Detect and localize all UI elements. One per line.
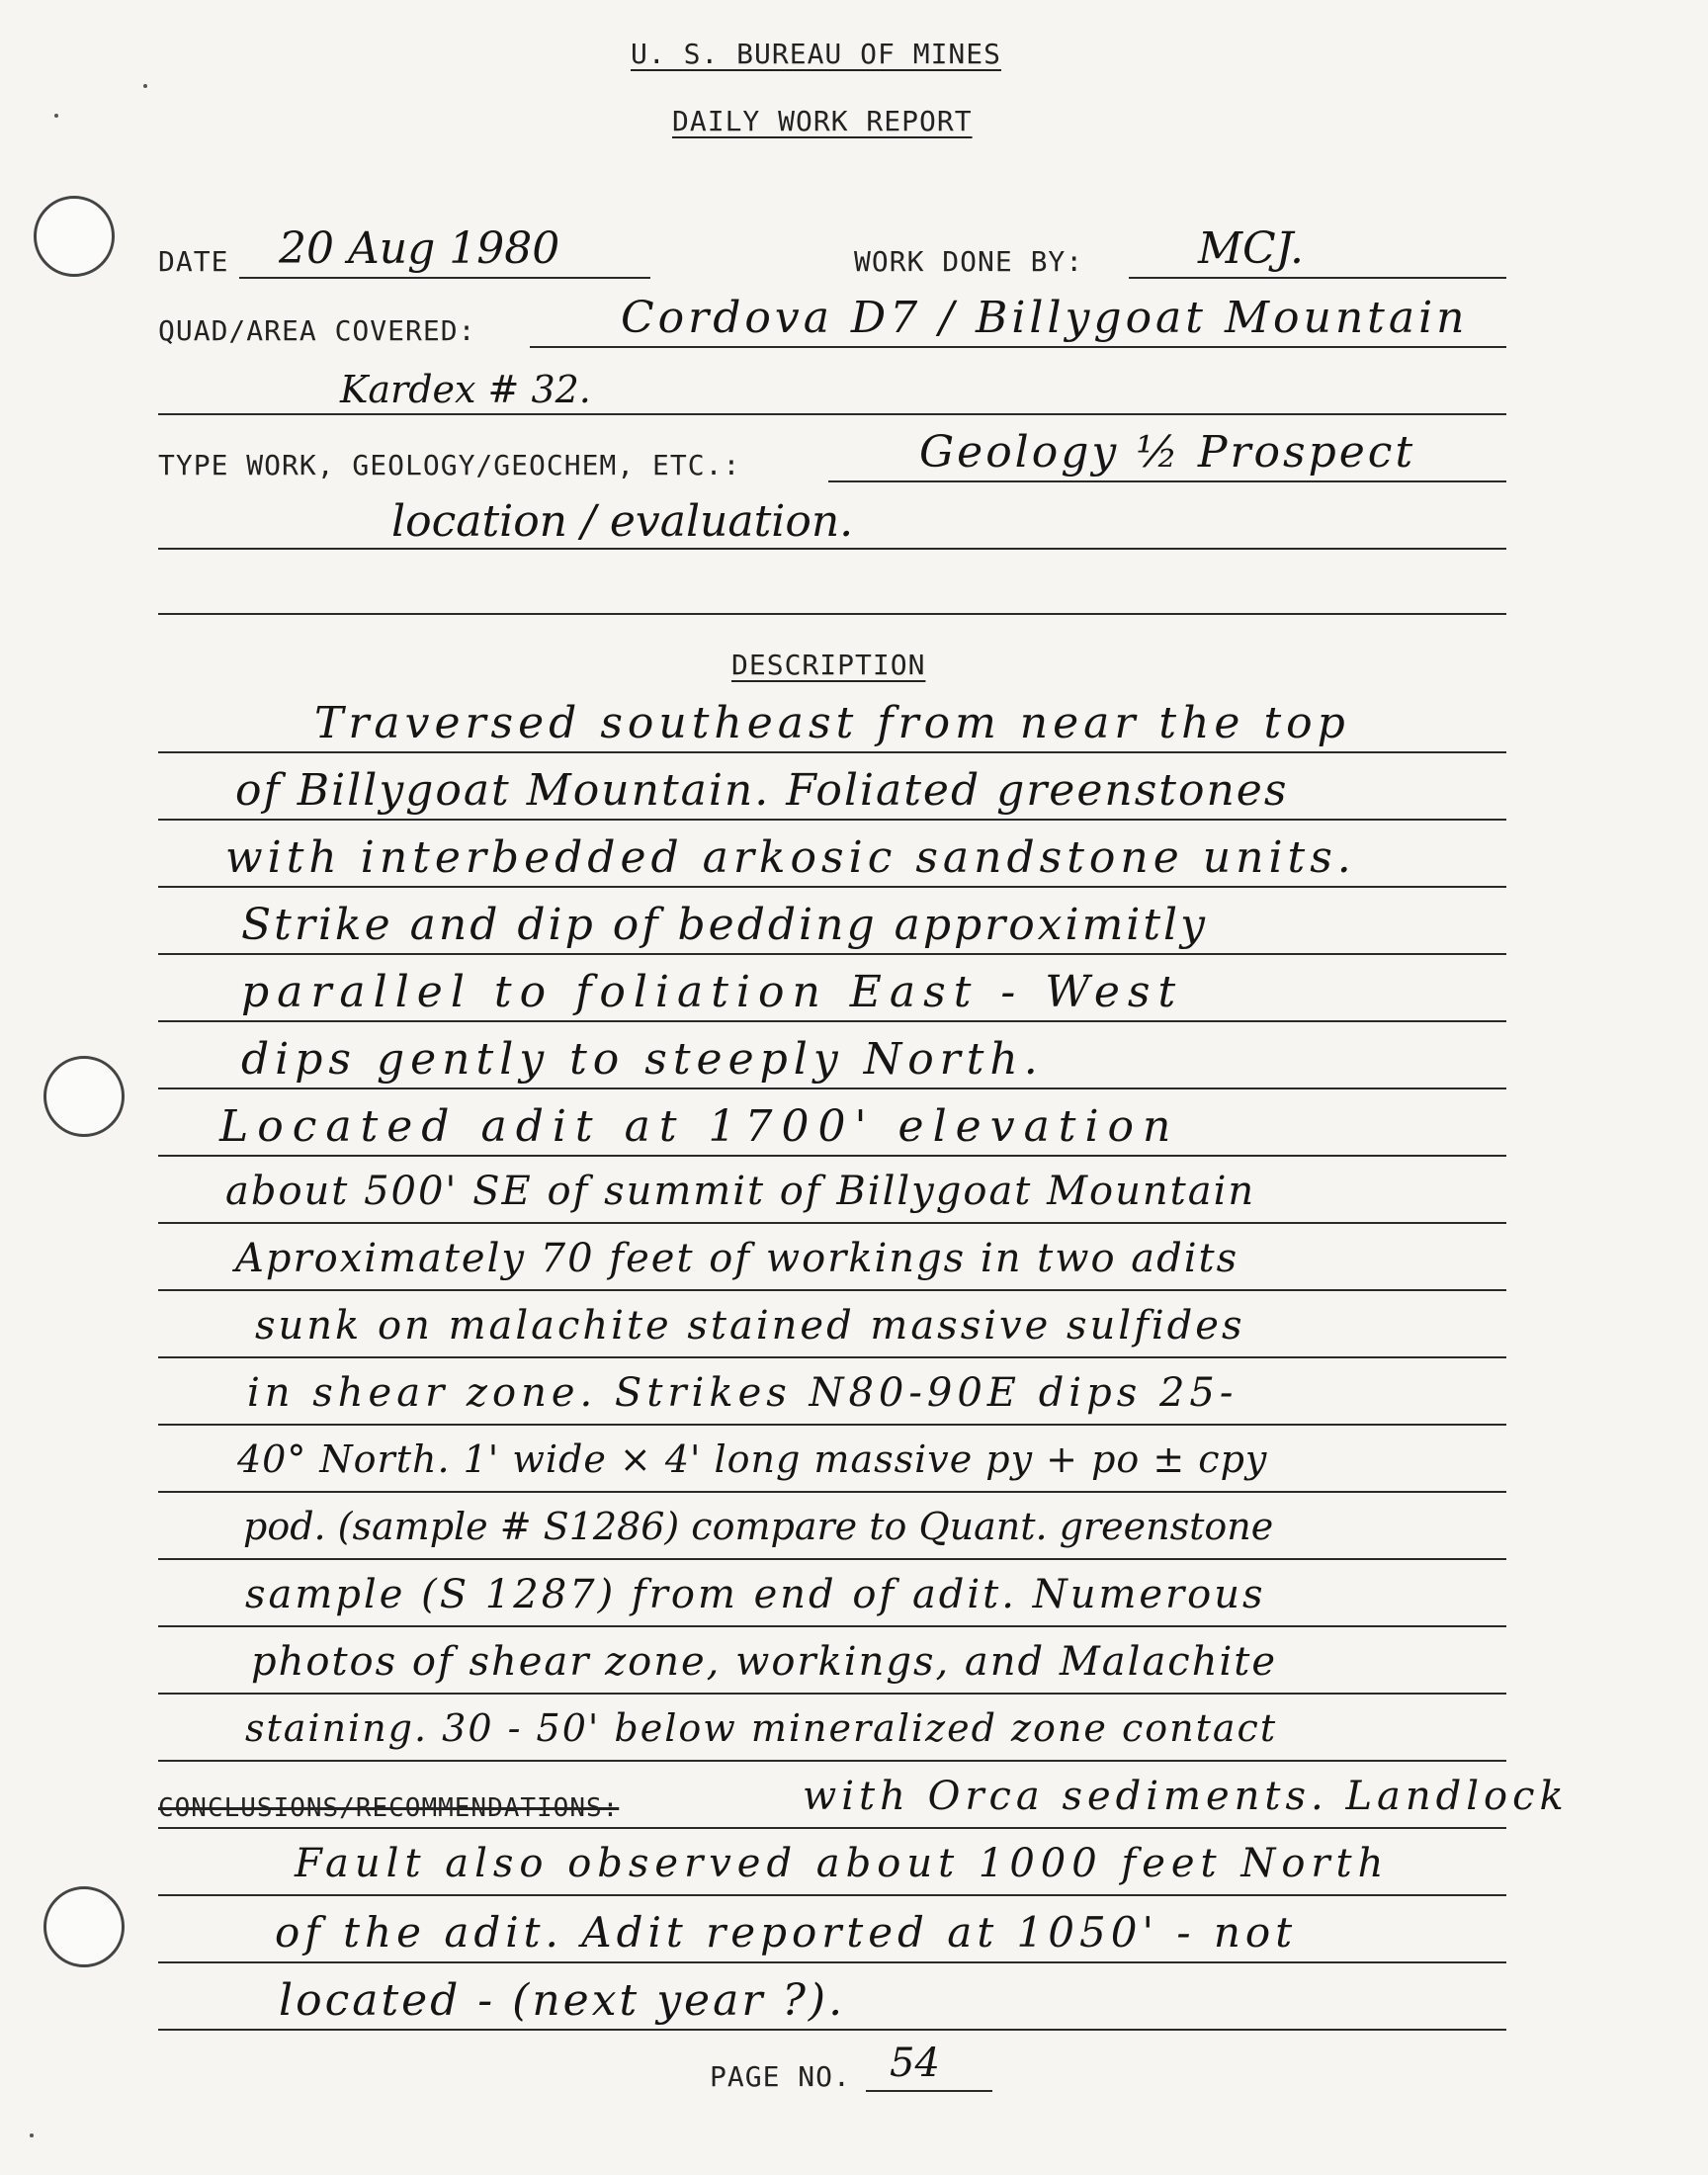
binder-hole-bottom: [43, 1886, 125, 1967]
description-rule-15: [158, 1693, 1506, 1695]
page-number-value: 54: [890, 2041, 940, 2086]
quad-area-rule-1: [530, 346, 1506, 348]
description-rule-6: [158, 1088, 1506, 1089]
work-done-by-label: WORK DONE BY:: [854, 245, 1084, 278]
conclusions-label: CONCLUSIONS/RECOMMENDATIONS:: [158, 1793, 620, 1823]
quad-area-rule-2: [158, 413, 1506, 415]
description-line-3: with interbedded arkosic sandstone units.: [225, 832, 1356, 883]
conclusions-line-1: with Orca sediments. Landlock: [803, 1774, 1569, 1819]
description-line-10: sunk on malachite stained massive sulfides: [255, 1303, 1245, 1348]
type-work-rule-1: [828, 480, 1506, 482]
date-rule: [239, 277, 650, 279]
paper-speck: [54, 114, 58, 118]
type-work-rule-2: [158, 548, 1506, 550]
description-line-12: 40° North. 1' wide × 4' long massive py + po ± cpy: [237, 1437, 1268, 1481]
page-number-label: PAGE NO.: [710, 2060, 851, 2093]
quad-area-label: QUAD/AREA COVERED:: [158, 314, 476, 347]
description-line-1: Traversed southeast from near the top: [314, 698, 1350, 748]
conclusions-rule-4: [158, 2029, 1506, 2031]
page-number-rule: [866, 2090, 992, 2092]
description-rule-9: [158, 1289, 1506, 1291]
description-rule-1: [158, 751, 1506, 753]
report-title: DAILY WORK REPORT: [672, 105, 973, 137]
description-line-13: pod. (sample # S1286) compare to Quant. greenstone: [243, 1505, 1274, 1548]
description-line-4: Strike and dip of bedding approximitly: [241, 900, 1208, 950]
date-value: 20 Aug 1980: [279, 223, 560, 274]
type-work-rule-3: [158, 613, 1506, 615]
description-line-11: in shear zone. Strikes N80-90E dips 25-: [247, 1370, 1238, 1416]
type-work-value-line-2: location / evaluation.: [391, 496, 854, 547]
description-rule-12: [158, 1491, 1506, 1493]
description-rule-10: [158, 1356, 1506, 1358]
binder-hole-top: [34, 196, 115, 277]
description-line-2: of Billygoat Mountain. Foliated greenstones: [235, 765, 1289, 816]
paper-speck: [30, 2133, 34, 2137]
description-line-7: Located adit at 1700' elevation: [219, 1101, 1180, 1152]
paper-speck: [143, 84, 147, 88]
description-line-8: about 500' SE of summit of Billygoat Mountain: [225, 1169, 1256, 1214]
conclusions-rule-3: [158, 1961, 1506, 1963]
description-line-16: staining. 30 - 50' below mineralized zone contact: [245, 1706, 1278, 1750]
description-rule-14: [158, 1625, 1506, 1627]
work-done-by-rule: [1129, 277, 1506, 279]
quad-area-value-line-1: Cordova D7 / Billygoat Mountain: [621, 293, 1469, 343]
description-rule-7: [158, 1155, 1506, 1157]
work-done-by-value: MCJ.: [1198, 223, 1304, 274]
binder-hole-middle: [43, 1056, 125, 1137]
description-rule-13: [158, 1558, 1506, 1560]
conclusions-rule-1: [158, 1827, 1506, 1829]
description-rule-8: [158, 1222, 1506, 1224]
description-rule-3: [158, 886, 1506, 888]
date-label: DATE: [158, 245, 229, 278]
description-line-5: parallel to foliation East - West: [241, 967, 1184, 1017]
type-work-value-line-1: Geology ½ Prospect: [919, 427, 1416, 478]
description-rule-16: [158, 1760, 1506, 1762]
description-heading: DESCRIPTION: [731, 649, 926, 681]
description-rule-5: [158, 1020, 1506, 1022]
description-rule-11: [158, 1424, 1506, 1426]
description-line-15: photos of shear zone, workings, and Malachite: [251, 1639, 1277, 1685]
conclusions-line-3: of the adit. Adit reported at 1050' - not: [275, 1908, 1298, 1957]
conclusions-rule-2: [158, 1894, 1506, 1896]
type-work-label: TYPE WORK, GEOLOGY/GEOCHEM, ETC.:: [158, 449, 741, 481]
conclusions-line-2: Fault also observed about 1000 feet North: [295, 1841, 1390, 1886]
conclusions-line-4: located - (next year ?).: [279, 1975, 846, 2026]
description-line-14: sample (S 1287) from end of adit. Numerous: [245, 1572, 1266, 1617]
description-line-9: Aproximately 70 feet of workings in two adits: [235, 1236, 1239, 1281]
description-rule-4: [158, 953, 1506, 955]
agency-title: U. S. BUREAU OF MINES: [631, 38, 1002, 70]
description-rule-2: [158, 819, 1506, 821]
quad-area-value-line-2: Kardex # 32.: [340, 368, 591, 411]
description-line-6: dips gently to steeply North.: [241, 1034, 1044, 1085]
